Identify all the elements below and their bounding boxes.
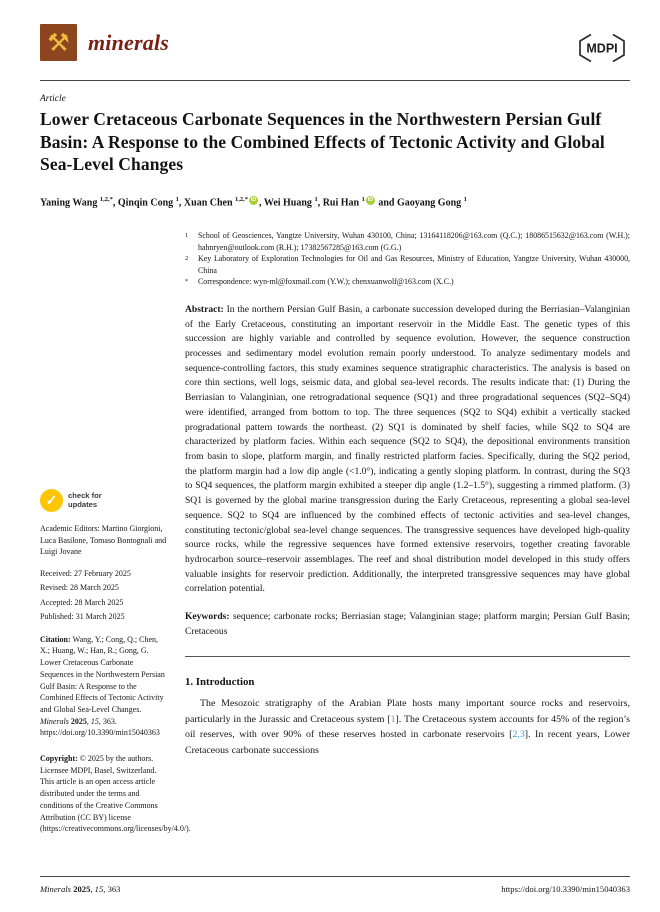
- date-label: Revised:: [40, 583, 68, 593]
- academic-editors: Academic Editors: Martino Giorgioni, Luca Basilone, Tomaso Bontognali and Luigi Jovane: [40, 524, 167, 557]
- date-value: 28 March 2025: [68, 583, 119, 593]
- keywords: [185, 610, 630, 639]
- date-label: Published:: [40, 612, 74, 621]
- orcid-icon[interactable]: iD: [367, 197, 374, 203]
- check-for-updates-button[interactable]: [40, 489, 167, 512]
- journal-logo[interactable]: [40, 24, 169, 61]
- check-for-updates-label: [68, 492, 102, 509]
- date-label: Received:: [40, 569, 72, 579]
- author-name: , Wei Huang: [259, 197, 315, 209]
- date-value: 28 March 2025: [72, 597, 124, 607]
- text-segment: , 363: [103, 884, 121, 894]
- date-value: 31 March 2025: [73, 612, 125, 621]
- journal-wordmark: minerals: [88, 29, 170, 55]
- page-footer: [40, 876, 630, 894]
- crossed-tools-icon: ⚒: [47, 28, 70, 57]
- history-dates: [40, 568, 167, 623]
- citation-block: [40, 634, 167, 739]
- text-segment: 1,2,*: [235, 196, 249, 203]
- section-divider: [185, 656, 630, 657]
- citation-ref[interactable]: 2,3: [512, 729, 525, 741]
- text-segment: 1: [463, 196, 467, 203]
- affiliation-row: [185, 253, 630, 276]
- text-segment: 2025: [73, 884, 91, 894]
- checkmark-icon: ✓: [40, 489, 63, 512]
- text-segment: 1: [361, 196, 365, 203]
- author-name: and Gaoyang Gong: [375, 197, 464, 209]
- text-segment: ]. The Cretaceous system accounts for 45% of the region’s oil reserves, with over 90% of these reserves hosted in carbonate reservoirs [: [185, 713, 630, 741]
- text-segment: Minerals: [40, 716, 71, 726]
- badge-line1: check for: [68, 490, 102, 500]
- abstract: [185, 303, 630, 597]
- text-segment: 1: [175, 196, 179, 203]
- mdpi-logo[interactable]: [574, 32, 630, 69]
- abstract-label: Abstract:: [185, 303, 224, 315]
- section-heading-introduction: 1. Introduction: [185, 676, 255, 689]
- page-title: Lower Cretaceous Carbonate Sequences in the Northwestern Persian Gulf Basin: A Response to the Combined Effects of Tectonic Activity and Global Sea-Level Changes: [40, 109, 605, 174]
- keywords-label: Keywords:: [185, 611, 230, 623]
- citation-label: Citation:: [40, 634, 73, 644]
- header-divider: [40, 80, 630, 81]
- citation-ref[interactable]: 1: [390, 713, 396, 725]
- page-header: [40, 22, 630, 78]
- orcid-icon[interactable]: iD: [250, 197, 257, 203]
- mdpi-logo-icon: [574, 32, 630, 64]
- author-name: , Rui Han: [317, 197, 362, 209]
- date-label: Accepted:: [40, 597, 73, 607]
- margin-sidebar: [40, 489, 191, 835]
- keywords-text: sequence; carbonate rocks; Berriasian stage; Valanginian stage; platform margin; Persian Gulf Basin; Cretaceous: [185, 611, 630, 637]
- received-date: [40, 568, 167, 580]
- main-column: [185, 230, 630, 758]
- affiliation-row: [185, 230, 630, 253]
- text-segment: 1: [314, 196, 318, 203]
- text-segment: Wang, Y.; Cong, Q.; Chen, X.; Huang, W.; Han, R.; Gong, G. Lower Cretaceous Carbonate Sequences in the Northwestern Persian Gulf Basin: A Response to the Combined Effects of Tectonic Activity and Global Sea-Level Changes.: [40, 634, 165, 714]
- author-name: , Xuan Chen: [178, 197, 236, 209]
- text-segment: © 2025 by the authors. Licensee MDPI, Basel, Switzerland. This article is an open access article distributed under the terms and conditions of the Creative Commons Attribution (CC BY) license (https://creativecommons.org/licenses/by/4.0/).: [40, 754, 191, 834]
- badge-line2: updates: [68, 499, 98, 509]
- footer-journal-ref: [40, 884, 120, 894]
- affiliation-text: Key Laboratory of Exploration Technologies for Oil and Gas Resources, Ministry of Education, Yangtze University, Wuhan 430000, China: [198, 254, 630, 275]
- affiliation-marker: 1: [185, 231, 189, 239]
- text-segment: 2025: [70, 716, 87, 726]
- text-segment: ,: [90, 884, 95, 894]
- text-segment: ]. In recent years, Lower Cretaceous carbonate successions: [185, 729, 630, 756]
- copyright-label: Copyright:: [40, 754, 80, 764]
- affiliation-text[interactable]: Correspondence: wyn-ml@foxmail.com (Y.W.); chenxuanwolf@163.com (X.C.): [198, 277, 454, 287]
- affiliation-marker: *: [185, 277, 189, 285]
- text-segment: 1,2,*: [99, 196, 113, 203]
- copyright-block: [40, 753, 191, 835]
- affiliation-text: School of Geosciences, Yangtze University, Wuhan 430100, China; 13164118206@163.com (Q.C.); 18086515632@163.com (W.H.); hahnryen@outlook.com (R.H.); 17382567285@163.com (G.G.): [198, 231, 630, 252]
- text-segment: Minerals: [40, 884, 74, 894]
- text-segment: 15: [90, 716, 99, 726]
- article-type-label: Article: [40, 94, 66, 104]
- minerals-logo-icon: [40, 24, 77, 61]
- text-segment: 15: [94, 884, 104, 894]
- author-name: Yaning Wang: [40, 197, 100, 209]
- text-segment: The Mesozoic stratigraphy of the Arabian Plate hosts many important source rocks and reservoirs, particularly in the Jurassic and Cretaceous system [: [185, 698, 630, 725]
- published-date: [40, 611, 167, 623]
- abstract-text: In the northern Persian Gulf Basin, a carbonate succession developed during the Berriasian–Valanginian of the Early Cretaceous, constituting an important reservoir in the Middle East. The genetic types of this succession are highly variable and controlled by sequence evolution. However, the sequence construction processes and sedimentary model evolution remain poorly understood. To analyze sedimentary models and sequence-controlling factors, this study examines sequence stratigraphic characteristics. The analysis is based on core thin sections, well logs, seismic data, and global sea-level records. The results indicate that: (1) During the Berriasian to Valanginian, one retrogradational sequence (SQ1) and three progradational sequences (SQ2–SQ4) were identified, arranged from bottom to top. The three sequences (SQ2 to SQ4) exhibit a vertically stacked progradational pattern towards the northeast. (2) SQ1 is dominated by shelf facies, while SQ2 to SQ4 are characterized by platform facies. Within each sequence (SQ2 to SQ4), the depositional environments transition from basin to slope, platform margin, and finally restricted platform facies. Specifically, during the SQ2 period, the platform margin had a low dip angle (<1.0°), indicating a gently sloping platform. In contrast, during the SQ3 to SQ4 sequences, the platform margin exhibited a steeper dip angle (1.2–1.5°), suggesting a rimmed platform. (3) SQ1 is governed by the global marine transgression during the Early Cretaceous, representing a global sea-level sequence. SQ2 to SQ4 are influenced by the combined effects of tectonic activities and sea-level changes, constituting tectonic/global sea-level change sequences. The transgressive sequences have developed high-quality source rocks, while the regressive sequences have formed extensive reservoirs, together creating favorable hydrocarbon source–reservoir assemblages. The reef and shoal distribution model developed in this study offers valuable insights for reservoir prediction. Additionally, the interpreted transgressive sequences may have global correlation potential.: [185, 303, 630, 595]
- footer-doi-link[interactable]: https://doi.org/10.3390/min15040363: [501, 884, 630, 894]
- date-value: 27 February 2025: [71, 569, 131, 579]
- text-segment: ,: [86, 716, 91, 726]
- author-line: [40, 196, 610, 210]
- introduction-paragraph: [185, 696, 630, 758]
- accepted-date: [40, 597, 167, 609]
- mdpi-logo-text: MDPI: [586, 41, 618, 56]
- author-name: , Qinqin Cong: [112, 197, 176, 209]
- revised-date: [40, 582, 167, 594]
- affiliation-marker: 2: [185, 254, 189, 262]
- affiliations: [185, 230, 630, 288]
- affiliation-row: [185, 276, 630, 288]
- text-segment: , 363. https://doi.org/10.3390/min15040363: [40, 716, 160, 738]
